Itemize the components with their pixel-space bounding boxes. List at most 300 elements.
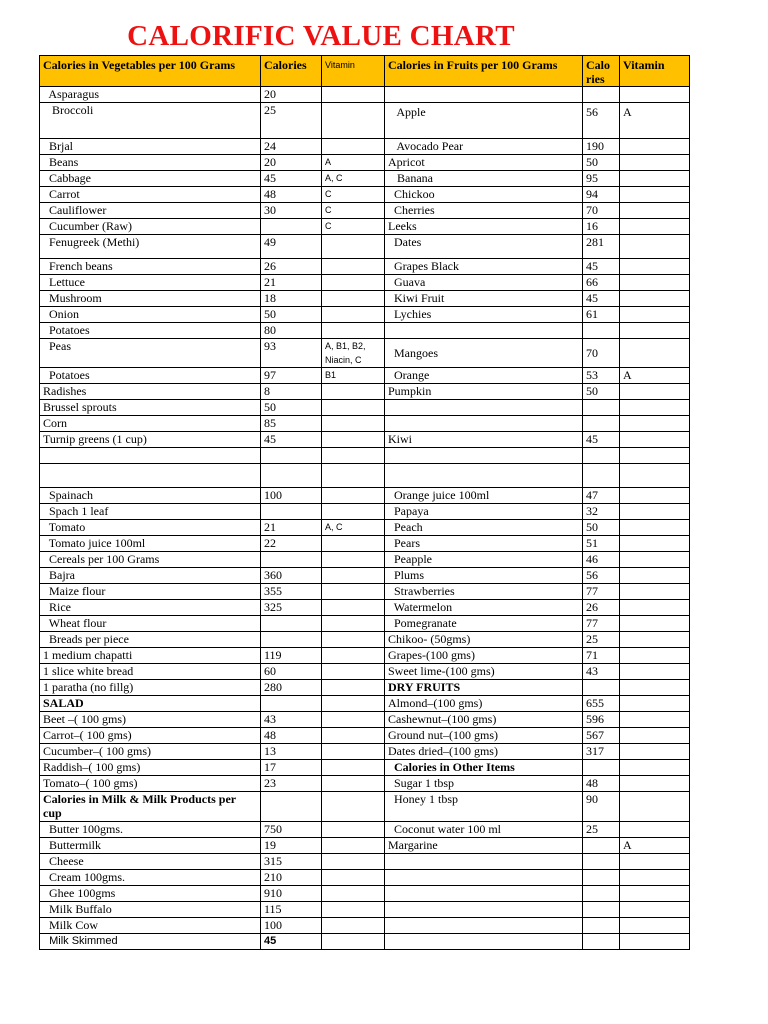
cell-veg-calories: 50	[261, 307, 322, 323]
cell-veg-vitamin	[322, 291, 385, 307]
cell-fruit-calories	[583, 680, 620, 696]
cell-fruit-vitamin	[620, 712, 690, 728]
cell-veg-name: Beans	[40, 155, 261, 171]
cell-veg-calories: 30	[261, 203, 322, 219]
table-row	[40, 323, 690, 339]
cell-fruit-calories: 16	[583, 219, 620, 235]
cell-veg-name	[40, 464, 261, 488]
cell-veg-vitamin	[322, 902, 385, 918]
cell-fruit-name: Apple	[385, 103, 583, 139]
cell-veg-vitamin	[322, 259, 385, 275]
cell-fruit-calories: 48	[583, 776, 620, 792]
cell-veg-vitamin	[322, 600, 385, 616]
cell-veg-calories: 48	[261, 187, 322, 203]
cell-veg-calories: 210	[261, 870, 322, 886]
cell-veg-name: Spach 1 leaf	[40, 504, 261, 520]
cell-fruit-name: Peach	[385, 520, 583, 536]
cell-veg-calories: 85	[261, 416, 322, 432]
calorie-table	[39, 55, 690, 950]
table-row	[40, 664, 690, 680]
cell-veg-calories: 49	[261, 235, 322, 259]
cell-fruit-name: Dates	[385, 235, 583, 259]
cell-fruit-vitamin	[620, 235, 690, 259]
cell-fruit-name	[385, 400, 583, 416]
cell-veg-name: Potatoes	[40, 368, 261, 384]
cell-fruit-calories	[583, 323, 620, 339]
cell-fruit-calories: 66	[583, 275, 620, 291]
cell-fruit-calories: 45	[583, 259, 620, 275]
cell-fruit-calories: 45	[583, 291, 620, 307]
cell-veg-vitamin	[322, 139, 385, 155]
cell-veg-vitamin	[322, 664, 385, 680]
cell-veg-vitamin	[322, 870, 385, 886]
cell-veg-vitamin	[322, 648, 385, 664]
cell-fruit-calories: 46	[583, 552, 620, 568]
cell-fruit-name: Apricot	[385, 155, 583, 171]
cell-veg-calories: 355	[261, 584, 322, 600]
cell-fruit-vitamin	[620, 488, 690, 504]
table-row	[40, 219, 690, 235]
cell-fruit-name: Guava	[385, 275, 583, 291]
cell-fruit-name	[385, 870, 583, 886]
cell-veg-name: Breads per piece	[40, 632, 261, 648]
cell-veg-name: Raddish–( 100 gms)	[40, 760, 261, 776]
cell-veg-calories: 24	[261, 139, 322, 155]
table-row	[40, 760, 690, 776]
cell-fruit-vitamin	[620, 680, 690, 696]
cell-veg-vitamin	[322, 728, 385, 744]
cell-fruit-vitamin	[620, 728, 690, 744]
cell-fruit-name: Coconut water 100 ml	[385, 822, 583, 838]
table-row	[40, 400, 690, 416]
cell-veg-calories: 45	[261, 934, 322, 950]
table-row	[40, 712, 690, 728]
cell-veg-vitamin	[322, 584, 385, 600]
cell-fruit-calories: 655	[583, 696, 620, 712]
cell-fruit-calories	[583, 400, 620, 416]
cell-veg-vitamin	[322, 776, 385, 792]
cell-fruit-vitamin	[620, 886, 690, 902]
cell-veg-name: Buttermilk	[40, 838, 261, 854]
cell-veg-vitamin	[322, 886, 385, 902]
cell-veg-calories: 8	[261, 384, 322, 400]
cell-fruit-name	[385, 87, 583, 103]
cell-veg-name: Wheat flour	[40, 616, 261, 632]
cell-veg-calories: 100	[261, 488, 322, 504]
cell-veg-name: Cheese	[40, 854, 261, 870]
table-row	[40, 339, 690, 368]
table-row	[40, 448, 690, 464]
cell-veg-name: Brjal	[40, 139, 261, 155]
cell-fruit-vitamin	[620, 307, 690, 323]
cell-fruit-name: Cherries	[385, 203, 583, 219]
cell-veg-calories: 115	[261, 902, 322, 918]
cell-fruit-vitamin	[620, 600, 690, 616]
cell-fruit-vitamin	[620, 776, 690, 792]
cell-veg-name: Lettuce	[40, 275, 261, 291]
cell-veg-calories: 45	[261, 171, 322, 187]
cell-veg-vitamin	[322, 696, 385, 712]
cell-veg-calories: 45	[261, 432, 322, 448]
cell-fruit-calories: 43	[583, 664, 620, 680]
cell-fruit-vitamin	[620, 187, 690, 203]
table-row	[40, 648, 690, 664]
cell-fruit-vitamin	[620, 870, 690, 886]
cell-veg-calories: 13	[261, 744, 322, 760]
cell-fruit-calories	[583, 918, 620, 934]
cell-fruit-vitamin	[620, 918, 690, 934]
cell-fruit-vitamin	[620, 400, 690, 416]
cell-veg-vitamin	[322, 552, 385, 568]
table-row	[40, 203, 690, 219]
cell-fruit-vitamin	[620, 822, 690, 838]
cell-veg-name: Corn	[40, 416, 261, 432]
cell-veg-calories	[261, 448, 322, 464]
cell-fruit-name	[385, 323, 583, 339]
cell-fruit-calories: 70	[583, 203, 620, 219]
cell-fruit-name: Kiwi	[385, 432, 583, 448]
cell-fruit-calories: 77	[583, 616, 620, 632]
table-row	[40, 259, 690, 275]
cell-fruit-calories	[583, 464, 620, 488]
cell-veg-vitamin: A, C	[322, 520, 385, 536]
cell-fruit-name: Dates dried–(100 gms)	[385, 744, 583, 760]
cell-fruit-vitamin	[620, 934, 690, 950]
cell-veg-calories	[261, 504, 322, 520]
cell-veg-vitamin: C	[322, 203, 385, 219]
table-row	[40, 728, 690, 744]
cell-veg-vitamin: B1	[322, 368, 385, 384]
cell-veg-name: Maize flour	[40, 584, 261, 600]
cell-fruit-calories: 71	[583, 648, 620, 664]
cell-veg-name: Cereals per 100 Grams	[40, 552, 261, 568]
cell-veg-name: Radishes	[40, 384, 261, 400]
cell-veg-name: Milk Skimmed	[40, 934, 261, 950]
cell-fruit-name: Sweet lime-(100 gms)	[385, 664, 583, 680]
cell-veg-calories: 18	[261, 291, 322, 307]
table-row	[40, 139, 690, 155]
cell-veg-name: Turnip greens (1 cup)	[40, 432, 261, 448]
cell-fruit-calories: 45	[583, 432, 620, 448]
page-title: CALORIFIC VALUE CHART	[127, 20, 515, 52]
cell-fruit-calories: 50	[583, 155, 620, 171]
cell-veg-vitamin	[322, 792, 385, 822]
cell-fruit-name: Lychies	[385, 307, 583, 323]
cell-fruit-vitamin	[620, 536, 690, 552]
cell-fruit-name: Pomegranate	[385, 616, 583, 632]
cell-fruit-vitamin: A	[620, 103, 690, 139]
cell-veg-calories: 23	[261, 776, 322, 792]
cell-veg-calories	[261, 696, 322, 712]
cell-veg-vitamin	[322, 275, 385, 291]
cell-fruit-name: Margarine	[385, 838, 583, 854]
cell-fruit-calories: 281	[583, 235, 620, 259]
table-row	[40, 504, 690, 520]
cell-veg-calories: 280	[261, 680, 322, 696]
cell-veg-name: Cucumber–( 100 gms)	[40, 744, 261, 760]
cell-fruit-name	[385, 416, 583, 432]
cell-fruit-name	[385, 464, 583, 488]
cell-veg-calories: 80	[261, 323, 322, 339]
cell-veg-vitamin	[322, 838, 385, 854]
cell-fruit-name: Peapple	[385, 552, 583, 568]
cell-veg-name: Milk Buffalo	[40, 902, 261, 918]
cell-fruit-name: Avocado Pear	[385, 139, 583, 155]
cell-fruit-calories: 61	[583, 307, 620, 323]
cell-fruit-vitamin	[620, 568, 690, 584]
cell-veg-vitamin	[322, 632, 385, 648]
table-row	[40, 552, 690, 568]
cell-veg-name: Spainach	[40, 488, 261, 504]
table-row	[40, 307, 690, 323]
cell-veg-name: Peas	[40, 339, 261, 368]
cell-fruit-vitamin	[620, 464, 690, 488]
cell-veg-vitamin	[322, 854, 385, 870]
cell-veg-name: 1 paratha (no fillg)	[40, 680, 261, 696]
cell-veg-calories: 50	[261, 400, 322, 416]
table-row	[40, 520, 690, 536]
cell-fruit-calories: 94	[583, 187, 620, 203]
table-row	[40, 568, 690, 584]
table-row	[40, 744, 690, 760]
cell-veg-vitamin	[322, 235, 385, 259]
table-row	[40, 464, 690, 488]
cell-veg-vitamin	[322, 712, 385, 728]
cell-veg-vitamin	[322, 87, 385, 103]
cell-veg-vitamin	[322, 744, 385, 760]
cell-veg-calories	[261, 552, 322, 568]
cell-fruit-name: Calories in Other Items	[385, 760, 583, 776]
cell-fruit-name: Chikoo- (50gms)	[385, 632, 583, 648]
cell-fruit-vitamin	[620, 384, 690, 400]
cell-fruit-name: Strawberries	[385, 584, 583, 600]
cell-veg-vitamin	[322, 384, 385, 400]
cell-veg-calories	[261, 632, 322, 648]
cell-veg-calories: 93	[261, 339, 322, 368]
cell-veg-name: 1 slice white bread	[40, 664, 261, 680]
cell-veg-name: Potatoes	[40, 323, 261, 339]
cell-fruit-vitamin: A	[620, 368, 690, 384]
cell-fruit-name	[385, 448, 583, 464]
cell-fruit-name: Ground nut–(100 gms)	[385, 728, 583, 744]
cell-fruit-name: Watermelon	[385, 600, 583, 616]
cell-fruit-vitamin	[620, 902, 690, 918]
cell-fruit-vitamin	[620, 203, 690, 219]
cell-fruit-name: Pumpkin	[385, 384, 583, 400]
table-row	[40, 902, 690, 918]
cell-veg-vitamin: C	[322, 187, 385, 203]
cell-fruit-name: Chickoo	[385, 187, 583, 203]
cell-veg-calories: 20	[261, 87, 322, 103]
cell-fruit-name: Almond–(100 gms)	[385, 696, 583, 712]
cell-fruit-calories	[583, 448, 620, 464]
cell-veg-vitamin	[322, 568, 385, 584]
cell-fruit-vitamin	[620, 87, 690, 103]
cell-veg-name: Butter 100gms.	[40, 822, 261, 838]
table-row	[40, 776, 690, 792]
cell-fruit-vitamin	[620, 792, 690, 822]
cell-veg-name: Rice	[40, 600, 261, 616]
cell-fruit-name: Orange juice 100ml	[385, 488, 583, 504]
cell-fruit-vitamin	[620, 432, 690, 448]
cell-fruit-name	[385, 886, 583, 902]
table-row	[40, 870, 690, 886]
cell-fruit-vitamin	[620, 664, 690, 680]
cell-fruit-vitamin	[620, 291, 690, 307]
cell-fruit-vitamin	[620, 219, 690, 235]
cell-fruit-name: Kiwi Fruit	[385, 291, 583, 307]
cell-fruit-vitamin	[620, 552, 690, 568]
cell-fruit-calories	[583, 886, 620, 902]
table-row	[40, 822, 690, 838]
cell-fruit-calories: 95	[583, 171, 620, 187]
cell-veg-calories: 25	[261, 103, 322, 139]
cell-veg-vitamin	[322, 307, 385, 323]
cell-veg-name: Onion	[40, 307, 261, 323]
cell-veg-name: French beans	[40, 259, 261, 275]
cell-fruit-vitamin	[620, 171, 690, 187]
cell-fruit-calories	[583, 760, 620, 776]
table-row	[40, 600, 690, 616]
cell-veg-calories	[261, 792, 322, 822]
cell-fruit-vitamin	[620, 520, 690, 536]
cell-veg-name: 1 medium chapatti	[40, 648, 261, 664]
cell-fruit-calories: 317	[583, 744, 620, 760]
cell-fruit-calories: 53	[583, 368, 620, 384]
cell-veg-name: Cream 100gms.	[40, 870, 261, 886]
table-row	[40, 291, 690, 307]
cell-fruit-vitamin: A	[620, 838, 690, 854]
cell-fruit-vitamin	[620, 584, 690, 600]
cell-fruit-vitamin	[620, 275, 690, 291]
cell-fruit-calories: 32	[583, 504, 620, 520]
cell-fruit-calories: 56	[583, 568, 620, 584]
cell-veg-vitamin	[322, 448, 385, 464]
table-row	[40, 696, 690, 712]
cell-fruit-name	[385, 934, 583, 950]
cell-fruit-calories: 50	[583, 520, 620, 536]
cell-fruit-calories: 70	[583, 339, 620, 368]
cell-fruit-calories: 90	[583, 792, 620, 822]
table-row	[40, 792, 690, 822]
cell-fruit-calories	[583, 416, 620, 432]
cell-fruit-name	[385, 902, 583, 918]
cell-veg-name: Mushroom	[40, 291, 261, 307]
cell-veg-calories: 325	[261, 600, 322, 616]
cell-fruit-calories: 190	[583, 139, 620, 155]
cell-veg-vitamin	[322, 760, 385, 776]
cell-veg-calories: 21	[261, 275, 322, 291]
cell-fruit-name: Mangoes	[385, 339, 583, 368]
cell-fruit-name: Grapes Black	[385, 259, 583, 275]
cell-veg-name: Cauliflower	[40, 203, 261, 219]
cell-veg-calories: 43	[261, 712, 322, 728]
cell-fruit-calories: 25	[583, 822, 620, 838]
cell-fruit-name: Sugar 1 tbsp	[385, 776, 583, 792]
header-row	[40, 56, 690, 87]
cell-fruit-calories	[583, 838, 620, 854]
cell-fruit-vitamin	[620, 339, 690, 368]
cell-veg-vitamin	[322, 504, 385, 520]
cell-fruit-vitamin	[620, 416, 690, 432]
table-row	[40, 87, 690, 103]
table-row	[40, 838, 690, 854]
table-row	[40, 918, 690, 934]
cell-fruit-vitamin	[620, 760, 690, 776]
cell-fruit-name	[385, 854, 583, 870]
cell-veg-calories: 910	[261, 886, 322, 902]
cell-veg-name: Fenugreek (Methi)	[40, 235, 261, 259]
cell-fruit-vitamin	[620, 632, 690, 648]
table-row	[40, 886, 690, 902]
cell-veg-calories: 17	[261, 760, 322, 776]
cell-fruit-calories: 77	[583, 584, 620, 600]
cell-veg-vitamin	[322, 464, 385, 488]
cell-fruit-vitamin	[620, 616, 690, 632]
table-row	[40, 432, 690, 448]
cell-veg-name: Bajra	[40, 568, 261, 584]
cell-veg-calories	[261, 464, 322, 488]
header-vegetables: Calories in Vegetables per 100 Grams	[40, 56, 261, 87]
cell-veg-name: Tomato–( 100 gms)	[40, 776, 261, 792]
cell-veg-calories: 26	[261, 259, 322, 275]
cell-fruit-name: Cashewnut–(100 gms)	[385, 712, 583, 728]
cell-veg-vitamin	[322, 616, 385, 632]
table-row	[40, 854, 690, 870]
cell-veg-name: Cucumber (Raw)	[40, 219, 261, 235]
cell-fruit-vitamin	[620, 504, 690, 520]
cell-fruit-calories: 51	[583, 536, 620, 552]
table-row	[40, 187, 690, 203]
cell-fruit-name: Grapes-(100 gms)	[385, 648, 583, 664]
table-row	[40, 384, 690, 400]
table-row	[40, 584, 690, 600]
table-row	[40, 155, 690, 171]
header-fruits: Calories in Fruits per 100 Grams	[385, 56, 583, 87]
cell-fruit-name: Papaya	[385, 504, 583, 520]
cell-fruit-name: Banana	[385, 171, 583, 187]
cell-fruit-calories: 47	[583, 488, 620, 504]
cell-veg-calories: 100	[261, 918, 322, 934]
cell-veg-name: SALAD	[40, 696, 261, 712]
cell-fruit-name	[385, 918, 583, 934]
cell-fruit-calories	[583, 87, 620, 103]
table-row	[40, 616, 690, 632]
cell-veg-calories: 19	[261, 838, 322, 854]
cell-veg-calories: 22	[261, 536, 322, 552]
cell-veg-name: Carrot	[40, 187, 261, 203]
cell-veg-vitamin: A, C	[322, 171, 385, 187]
cell-fruit-vitamin	[620, 854, 690, 870]
cell-veg-calories: 315	[261, 854, 322, 870]
cell-veg-calories: 48	[261, 728, 322, 744]
cell-veg-name: Brussel sprouts	[40, 400, 261, 416]
cell-veg-vitamin	[322, 822, 385, 838]
cell-veg-calories: 360	[261, 568, 322, 584]
cell-veg-calories: 97	[261, 368, 322, 384]
cell-veg-vitamin	[322, 400, 385, 416]
cell-veg-vitamin	[322, 323, 385, 339]
table-row	[40, 680, 690, 696]
cell-fruit-calories: 56	[583, 103, 620, 139]
cell-veg-name: Carrot–( 100 gms)	[40, 728, 261, 744]
cell-fruit-name: Plums	[385, 568, 583, 584]
cell-veg-calories	[261, 219, 322, 235]
cell-fruit-name: Orange	[385, 368, 583, 384]
table-row	[40, 171, 690, 187]
cell-fruit-vitamin	[620, 259, 690, 275]
table-row	[40, 416, 690, 432]
